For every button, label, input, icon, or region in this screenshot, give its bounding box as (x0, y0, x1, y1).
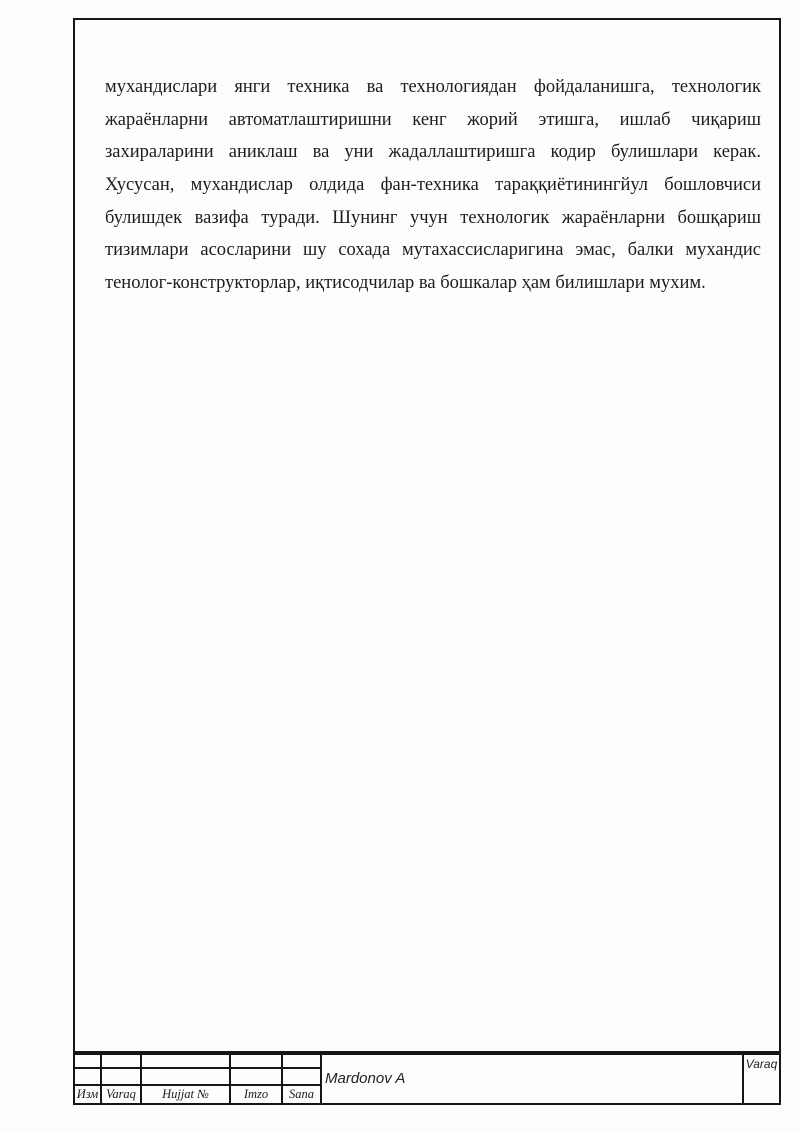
revision-table-cell (142, 1069, 231, 1086)
page-border-frame (73, 18, 781, 1053)
text-line: жараёнларни автоматлаштиришни кенг жорий этишга, ишлаб чиқариш (105, 109, 761, 130)
revision-col-header-hujjat: Hujjat № (142, 1086, 231, 1103)
revision-table-cell (102, 1069, 142, 1086)
text-line: булишдек вазифа туради. Шунинг учун технологик жараёнларни бошқариш (105, 207, 761, 228)
text-line: захираларини аниклаш ва уни жадаллаштиришга кодир булишлари керак. (105, 142, 761, 163)
revision-table-cell (283, 1069, 320, 1086)
author-cell (322, 1053, 742, 1105)
revision-col-header-imzo: Imzo (231, 1086, 283, 1103)
author-name: Mardonov A (325, 1070, 406, 1087)
revision-table-cell (283, 1055, 320, 1069)
revision-table (73, 1053, 322, 1105)
revision-table-cell (75, 1069, 102, 1086)
revision-table-cell (102, 1055, 142, 1069)
revision-col-header-varaq: Varaq (102, 1086, 142, 1103)
text-line: тизимлари асосларини шу сохада мутахассисларигина эмас, балки мухандис (105, 240, 761, 261)
revision-table-cell (231, 1055, 283, 1069)
document-text (105, 71, 761, 300)
sheet-number-cell (742, 1053, 781, 1105)
revision-col-header-sana: Sana (289, 1087, 314, 1101)
revision-col-header-izm: Изм (75, 1086, 102, 1103)
text-line: Хусусан, мухандислар олдида фан-техника тараққиётинингйул бошловчиси (105, 175, 761, 196)
revision-table-cell (231, 1069, 283, 1086)
text-line: тенолог-конструкторлар, иқтисодчилар ва бошкалар ҳам билишлари мухим. (105, 273, 706, 294)
revision-table-cell (75, 1055, 102, 1069)
revision-table-cell (142, 1055, 231, 1069)
text-line: мухандислари янги техника ва технологиядан фойдаланишга, технологик (105, 77, 761, 97)
sheet-label: Varaq (745, 1057, 778, 1071)
